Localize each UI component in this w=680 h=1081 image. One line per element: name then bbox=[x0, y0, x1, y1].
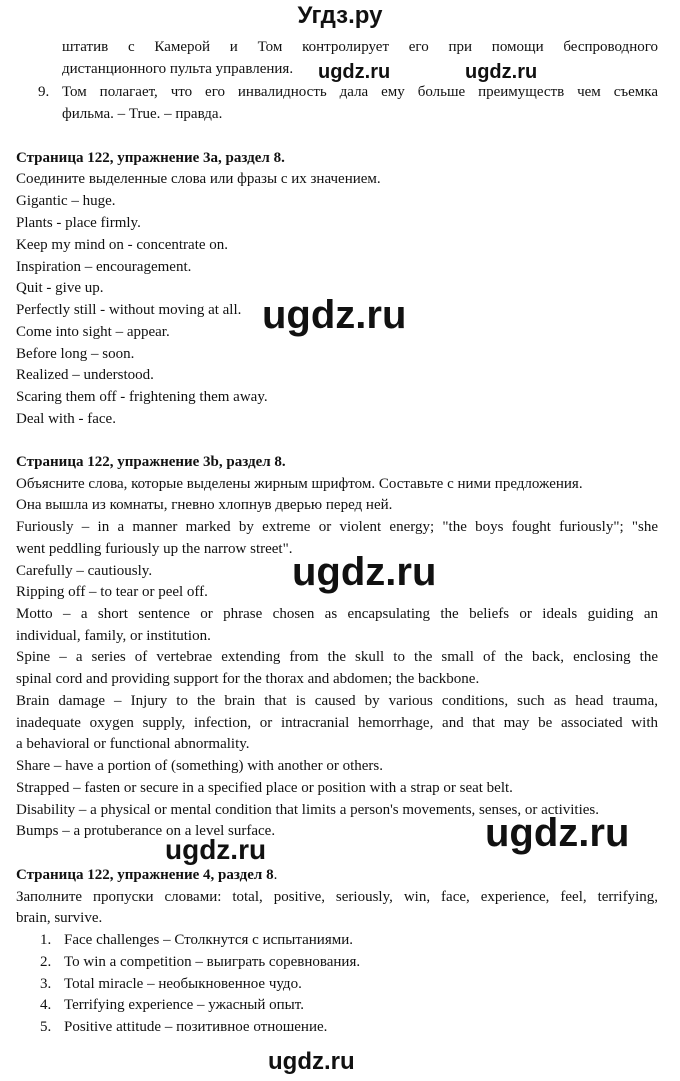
definition-line: spinal cord and providing support for the thorax and abdomen; the backbone. bbox=[16, 671, 480, 687]
definition-line: Brain damage – Injury to the brain that is caused by various conditions, such as head trauma, bbox=[16, 693, 658, 709]
list-item: Terrifying experience – ужасный опыт. bbox=[64, 997, 304, 1013]
section-4-heading-tail: . bbox=[273, 867, 278, 883]
list-item-number: 5. bbox=[40, 1019, 52, 1035]
definition-line: Disability – a physical or mental condition that limits a person's movements, senses, or activities. bbox=[16, 802, 600, 818]
list-item-number: 4. bbox=[40, 997, 52, 1013]
definition-line: Ripping off – to tear or peel off. bbox=[16, 584, 208, 600]
list-item: Perfectly still - without moving at all. bbox=[16, 302, 242, 318]
definition-line: a behavioral or functional abnormality. bbox=[16, 736, 250, 752]
item-9-number: 9. bbox=[38, 84, 50, 100]
section-3b-heading: Страница 122, упражнение 3b, раздел 8. bbox=[16, 454, 286, 470]
list-item: Positive attitude – позитивное отношение. bbox=[64, 1019, 328, 1035]
top-line-1: штатив с Камерой и Том контролирует его при помощи беспроводного bbox=[62, 39, 658, 55]
site-header-title: Угдз.ру bbox=[297, 2, 383, 29]
list-item: Deal with - face. bbox=[16, 411, 116, 427]
watermark: ugdz.ru bbox=[465, 61, 538, 83]
definition-line: individual, family, or institution. bbox=[16, 628, 211, 644]
section-3b-instruction: Объясните слова, которые выделены жирным шрифтом. Составьте с ними предложения. bbox=[16, 476, 583, 492]
top-line-2: дистанционного пульта управления. bbox=[62, 61, 294, 77]
list-item: To win a competition – выиграть соревнования. bbox=[64, 954, 361, 970]
list-item: Realized – understood. bbox=[16, 367, 154, 383]
watermark: ugdz.ru bbox=[262, 293, 407, 337]
section-3a-instruction: Соедините выделенные слова или фразы с их значением. bbox=[16, 171, 381, 187]
item-9-line-1: Том полагает, что его инвалидность дала ему больше преимуществ чем съемка bbox=[62, 84, 658, 100]
list-item: Quit - give up. bbox=[16, 280, 104, 296]
list-item-number: 2. bbox=[40, 954, 52, 970]
list-item: Face challenges – Столкнутся с испытаниями. bbox=[64, 932, 353, 948]
section-4-heading-text: Страница 122, упражнение 4, раздел 8 bbox=[16, 867, 274, 883]
section-4-heading bbox=[16, 864, 277, 886]
definition-line: Share – have a portion of (something) with another or others. bbox=[16, 758, 383, 774]
definition-line: Motto – a short sentence or phrase chosen as encapsulating the beliefs or ideals guiding an bbox=[16, 606, 658, 622]
list-item: Total miracle – необыкновенное чудо. bbox=[64, 976, 302, 992]
section-3a-heading: Страница 122, упражнение 3a, раздел 8. bbox=[16, 150, 285, 166]
definition-line: Carefully – cautiously. bbox=[16, 563, 153, 579]
list-item: Gigantic – huge. bbox=[16, 193, 116, 209]
section-4-instruction-1: Заполните пропуски словами: total, positive, seriously, win, face, experience, feel, terrifying, bbox=[16, 889, 658, 905]
list-item-number: 3. bbox=[40, 976, 52, 992]
definition-line: went peddling furiously up the narrow street". bbox=[16, 541, 293, 557]
watermark: ugdz.ru bbox=[318, 61, 391, 83]
list-item: Keep my mind on - concentrate on. bbox=[16, 237, 229, 253]
list-item: Scaring them off - frightening them away. bbox=[16, 389, 268, 405]
watermark: ugdz.ru bbox=[485, 811, 630, 855]
list-item: Plants - place firmly. bbox=[16, 215, 141, 231]
watermark: ugdz.ru bbox=[292, 550, 437, 594]
definition-line: Furiously – in a manner marked by extreme or violent energy; "the boys fought furiously"; "she bbox=[16, 519, 658, 535]
section-4-instruction-2: brain, survive. bbox=[16, 910, 103, 926]
definition-line: Strapped – fasten or secure in a specified place or position with a strap or seat belt. bbox=[16, 780, 513, 796]
list-item: Inspiration – encouragement. bbox=[16, 259, 192, 275]
watermark: ugdz.ru bbox=[268, 1048, 355, 1075]
list-item-number: 1. bbox=[40, 932, 52, 948]
item-9-line-2: фильма. – True. – правда. bbox=[62, 106, 223, 122]
list-item: Come into sight – appear. bbox=[16, 324, 170, 340]
definition-line: Spine – a series of vertebrae extending from the skull to the small of the back, enclosing the bbox=[16, 649, 658, 665]
definition-line: inadequate oxygen supply, infection, or intracranial hemorrhage, and that may be associated with bbox=[16, 715, 658, 731]
watermark: ugdz.ru bbox=[165, 834, 267, 865]
list-item: Before long – soon. bbox=[16, 346, 135, 362]
definition-line: Bumps – a protuberance on a level surface. bbox=[16, 823, 276, 839]
section-3b-example: Она вышла из комнаты, гневно хлопнув дверью перед ней. bbox=[16, 497, 393, 513]
